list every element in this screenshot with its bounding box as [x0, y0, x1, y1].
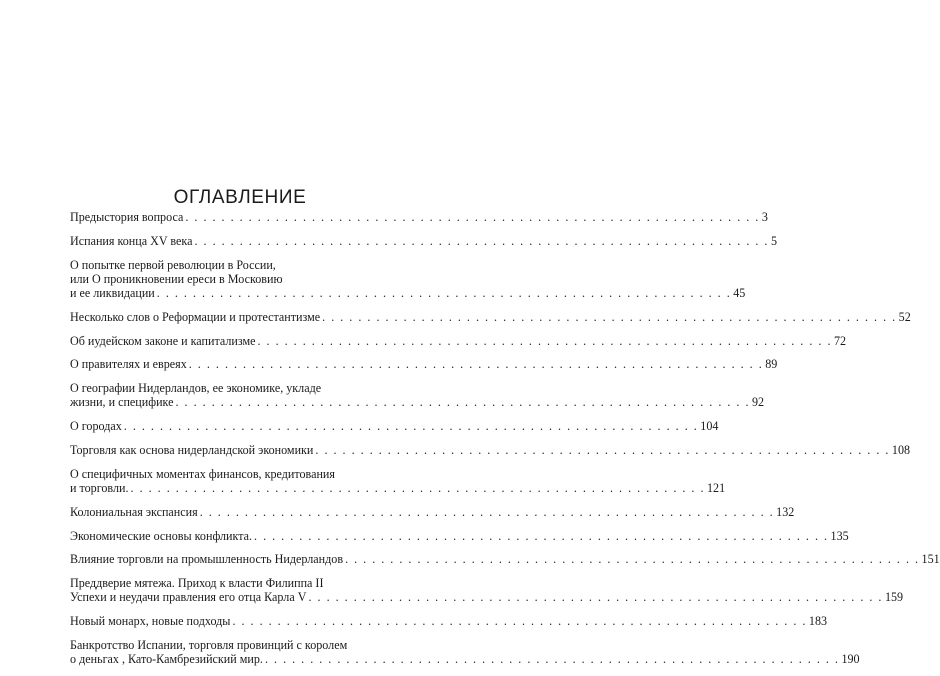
toc-entry-title: или О проникновении ереси в Московию: [70, 271, 283, 286]
toc-dot-leader: . . . . . . . . . . . . . . . . . . . . . . . . . . . . . . . . . . . . . . . . . . . . . . . . . . . . . . . . . . . . . . . .: [315, 442, 890, 457]
toc-page-number: 159: [884, 590, 904, 605]
toc-entry: [70, 504, 795, 519]
toc-entry-last-line: [70, 652, 860, 667]
toc-dot-leader: . . . . . . . . . . . . . . . . . . . . . . . . . . . . . . . . . . . . . . . . . . . . . . . . . . . . . . . . . . . . . . . .: [232, 614, 807, 629]
toc-entry-title: О городах: [70, 419, 122, 434]
toc-entry-last-line: [70, 614, 828, 629]
toc-entry: [70, 210, 768, 224]
toc-entry: [70, 419, 719, 434]
toc-entry: [70, 309, 911, 324]
toc-dot-leader: . . . . . . . . . . . . . . . . . . . . . . . . . . . . . . . . . . . . . . . . . . . . . . . . . . . . . . . . . . . . . . . .: [194, 233, 769, 248]
toc-page-number: 92: [751, 395, 765, 410]
toc-dot-leader: . . . . . . . . . . . . . . . . . . . . . . . . . . . . . . . . . . . . . . . . . . . . . . . . . . . . . . . . . . . . . . . .: [322, 309, 897, 324]
toc-entry: [70, 528, 849, 543]
toc-entry-last-line: [70, 504, 795, 519]
toc-entry: [70, 442, 911, 457]
toc-entry: [70, 233, 777, 248]
toc-page-number: 108: [891, 442, 911, 457]
toc-page-number: 132: [776, 504, 795, 519]
toc-entry-title: Банкротство Испании, торговля провинций с королем: [70, 637, 348, 652]
toc-entry-title: Предыстория вопроса: [70, 210, 184, 224]
toc-entry-title: и торговли.: [70, 480, 129, 495]
toc-entry-title: и ее ликвидации: [70, 286, 155, 300]
toc-entry-line: [70, 638, 398, 652]
toc-entry-title: Влияние торговли на промышленность Нидерландов: [70, 552, 344, 567]
toc-entry-last-line: [70, 480, 726, 495]
toc-entry-title: О географии Нидерландов, ее экономике, укладе: [70, 381, 322, 396]
toc-entry: [70, 333, 847, 348]
toc-page-number: 72: [833, 333, 847, 348]
toc-page-number: 5: [770, 233, 777, 248]
toc-dot-leader: . . . . . . . . . . . . . . . . . . . . . . . . . . . . . . . . . . . . . . . . . . . . . . . . . . . . . . . . . . . . . . . .: [254, 528, 829, 543]
toc-dot-leader: . . . . . . . . . . . . . . . . . . . . . . . . . . . . . . . . . . . . . . . . . . . . . . . . . . . . . . . . . . . . . . . .: [264, 652, 840, 667]
toc-entry: [70, 257, 746, 301]
toc-entry-title: О правителях и евреях: [70, 357, 187, 372]
toc-entry-title: Несколько слов о Реформации и протестантизме: [70, 309, 321, 324]
toc-page-number: 45: [733, 286, 746, 300]
toc-entry-title: жизни, и специфике: [70, 395, 174, 410]
toc-dot-leader: . . . . . . . . . . . . . . . . . . . . . . . . . . . . . . . . . . . . . . . . . . . . . . . . . . . . . . . . . . . . . . . .: [257, 333, 832, 348]
toc-entry-title: Новый монарх, новые подходы: [70, 614, 231, 629]
toc-entry-line: [70, 467, 398, 481]
toc-entry-title: о деньгах , Като-Камбрезийский мир.: [70, 652, 263, 667]
toc-entry-title: Колониальная экспансия: [70, 504, 198, 519]
toc-page-number: 52: [898, 309, 911, 324]
toc-page-number: 3: [761, 210, 768, 224]
toc-entry-last-line: [70, 333, 847, 348]
toc-entry: [70, 357, 778, 372]
toc-entry-last-line: [70, 395, 765, 410]
toc-entry: [70, 381, 765, 410]
toc-entry-line: [70, 272, 398, 286]
toc-page-number: 121: [707, 480, 726, 495]
toc-entry-last-line: [70, 210, 768, 224]
toc-entry-title: Успехи и неудачи правления его отца Карла V: [70, 590, 307, 605]
toc-entry-line: [70, 576, 398, 590]
toc-dot-leader: . . . . . . . . . . . . . . . . . . . . . . . . . . . . . . . . . . . . . . . . . . . . . . . . . . . . . . . . . . . . . . . .: [345, 552, 920, 567]
toc-entry-title: Преддверие мятежа. Приход к власти Филиппа II: [70, 576, 324, 591]
page-title: ОГЛАВЛЕНИЕ: [173, 186, 307, 208]
toc-entry-last-line: [70, 233, 777, 248]
toc-entry-last-line: [70, 590, 904, 605]
toc-entry-line: [70, 381, 398, 395]
toc-entry-title: Испания конца XV века: [70, 233, 193, 248]
toc-entry-title: О специфичных моментах финансов, кредитования: [70, 466, 335, 481]
toc-dot-leader: . . . . . . . . . . . . . . . . . . . . . . . . . . . . . . . . . . . . . . . . . . . . . . . . . . . . . . . . . . . . . . . .: [175, 395, 750, 410]
toc-entry-last-line: [70, 552, 940, 567]
toc-dot-leader: . . . . . . . . . . . . . . . . . . . . . . . . . . . . . . . . . . . . . . . . . . . . . . . . . . . . . . . . . . . . . . . .: [308, 590, 883, 605]
toc-entry: [70, 466, 726, 495]
toc-dot-leader: . . . . . . . . . . . . . . . . . . . . . . . . . . . . . . . . . . . . . . . . . . . . . . . . . . . . . . . . . . . . . . . .: [130, 480, 705, 495]
toc-dot-leader: . . . . . . . . . . . . . . . . . . . . . . . . . . . . . . . . . . . . . . . . . . . . . . . . . . . . . . . . . . . . . . . .: [123, 419, 699, 434]
toc-entry-last-line: [70, 357, 778, 372]
toc-entry-title: Торговля как основа нидерландской экономики: [70, 442, 314, 457]
toc-entry-last-line: [70, 309, 911, 324]
toc-entry-last-line: [70, 442, 911, 457]
toc-entry-last-line: [70, 528, 849, 543]
toc-page-number: 151: [921, 552, 940, 567]
table-of-contents: [70, 210, 940, 676]
toc-entry-last-line: [70, 419, 719, 434]
toc-entry: [70, 552, 940, 567]
toc-entry-last-line: [70, 286, 746, 300]
toc-page-number: 190: [841, 652, 860, 667]
toc-entry-line: [70, 258, 398, 272]
toc-page-number: 104: [700, 419, 719, 434]
toc-entry: [70, 614, 828, 629]
toc-entry-title: Экономические основы конфликта.: [70, 528, 253, 543]
toc-entry-title: Об иудейском законе и капитализме: [70, 333, 256, 348]
toc-dot-leader: . . . . . . . . . . . . . . . . . . . . . . . . . . . . . . . . . . . . . . . . . . . . . . . . . . . . . . . . . . . . . . . .: [188, 357, 764, 372]
toc-page-number: 135: [830, 528, 849, 543]
toc-dot-leader: . . . . . . . . . . . . . . . . . . . . . . . . . . . . . . . . . . . . . . . . . . . . . . . . . . . . . . . . . . . . . . . .: [156, 286, 732, 300]
toc-page-number: 183: [808, 614, 828, 629]
toc-entry: [70, 576, 904, 605]
toc-dot-leader: . . . . . . . . . . . . . . . . . . . . . . . . . . . . . . . . . . . . . . . . . . . . . . . . . . . . . . . . . . . . . . . .: [199, 504, 775, 519]
toc-entry: [70, 637, 860, 667]
toc-dot-leader: . . . . . . . . . . . . . . . . . . . . . . . . . . . . . . . . . . . . . . . . . . . . . . . . . . . . . . . . . . . . . . . .: [185, 210, 760, 224]
toc-page-number: 89: [765, 357, 778, 372]
toc-entry-title: О попытке первой революции в России,: [70, 257, 276, 272]
